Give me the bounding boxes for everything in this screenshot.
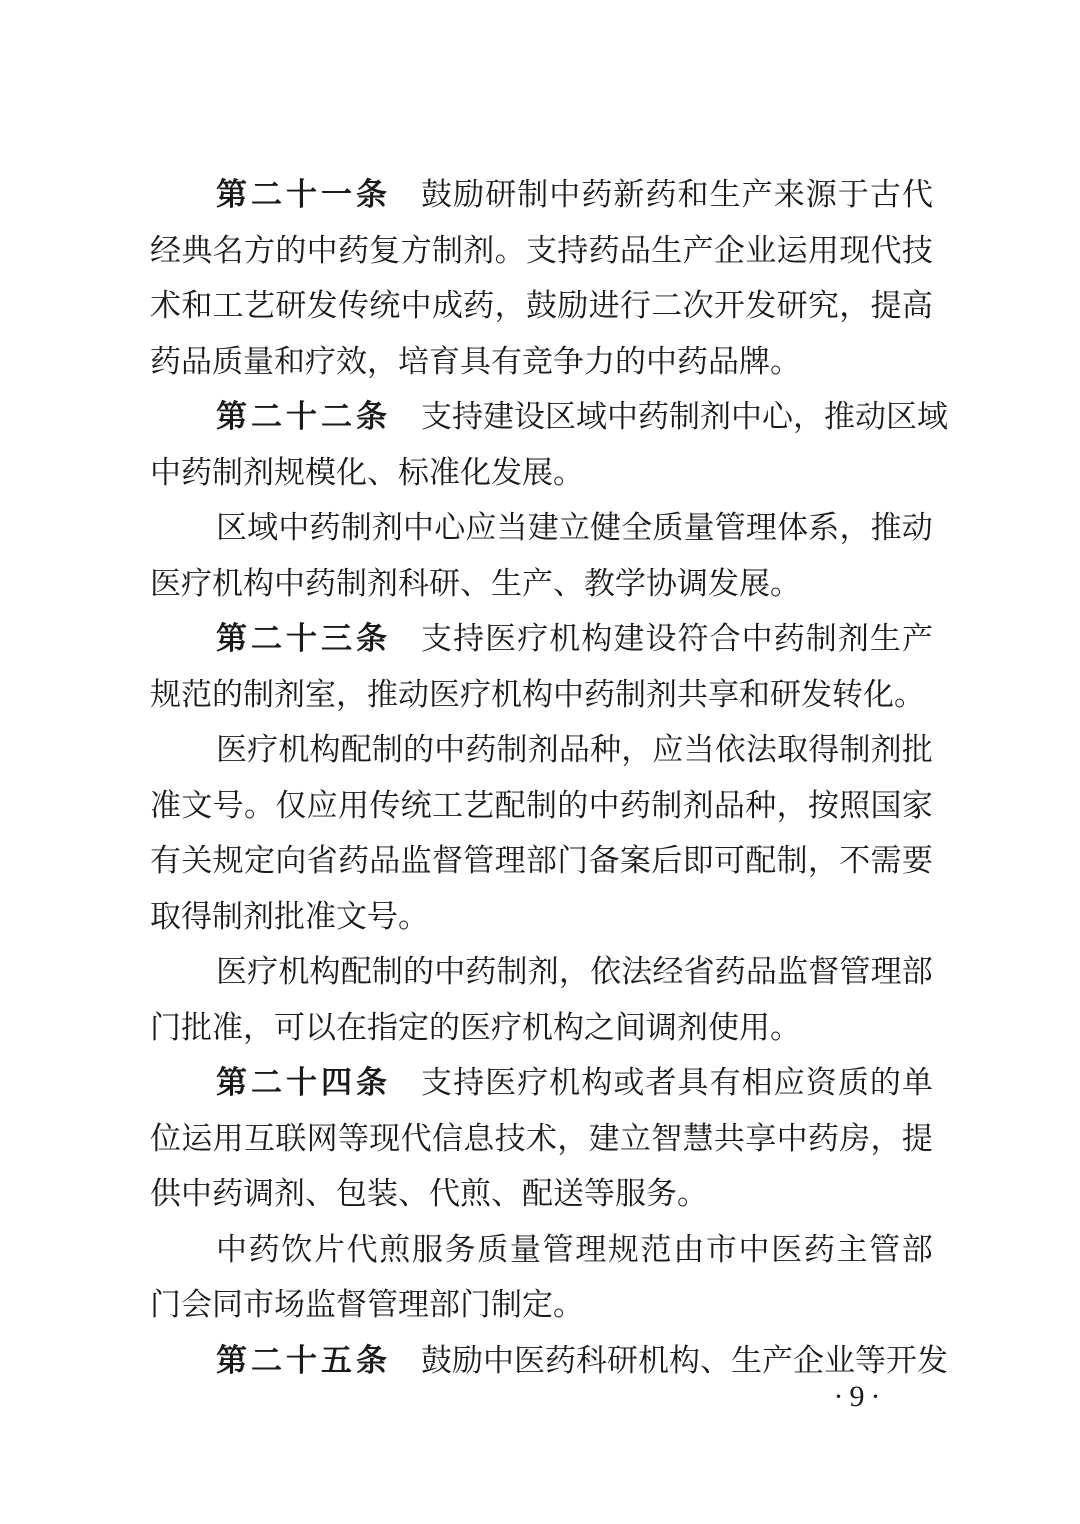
line-visible-text: 支 持 建 设 区 域 中 药 制 剂 中 心 ， 推 动 区 域 [421, 399, 948, 435]
text-line [150, 834, 933, 890]
text-line [150, 945, 933, 1001]
page-number: ·9· [833, 1380, 887, 1413]
text-line [150, 1223, 933, 1279]
text-line [150, 279, 933, 335]
text-line [150, 501, 933, 557]
article-title: 第二十三条 [216, 621, 391, 657]
text-line [150, 1167, 933, 1223]
line-visible-text: 鼓 励 中 医 药 科 研 机 构 、 生 产 企 业 等 开 发 [421, 1342, 948, 1379]
line-visible-text: 位 运 用 互 联 网 等 现 代 信 息 技 术 ， 建 立 智 慧 共 享 中 药 房 ， 提 [150, 1120, 933, 1157]
line-visible-text: 药 品 质 量 和 疗 效 ， 培 育 具 有 竞 争 力 的 中 药 品 牌 。 [150, 343, 801, 380]
line-visible-text: 支 持 医 疗 机 构 或 者 具 有 相 应 资 质 的 单 [421, 1065, 933, 1101]
line-visible-text: 取 得 制 剂 批 准 文 号 。 [150, 898, 429, 935]
text-line [150, 390, 948, 446]
text-line [150, 1334, 948, 1390]
line-visible-text: 区 域 中 药 制 剂 中 心 应 当 建 立 健 全 质 量 管 理 体 系 ， 推 动 [216, 510, 933, 546]
line-visible-text: 支 持 医 疗 机 构 建 设 符 合 中 药 制 剂 生 产 [421, 621, 933, 657]
article-title: 第二十四条 [216, 1065, 391, 1101]
text-line [150, 168, 933, 224]
line-visible-text: 经 典 名 方 的 中 药 复 方 制 剂 。 支 持 药 品 生 产 企 业 运 用 现 代 技 [150, 232, 933, 269]
line-visible-text: 门 批 准 ， 可 以 在 指 定 的 医 疗 机 构 之 间 调 剂 使 用 。 [150, 1009, 801, 1046]
text-line [150, 779, 933, 835]
text-line [150, 668, 933, 724]
text-line [150, 1112, 933, 1168]
line-visible-text: 医 疗 机 构 配 制 的 中 药 制 剂 ， 依 法 经 省 药 品 监 督 管 理 部 [216, 954, 933, 990]
line-visible-text: 中 药 饮 片 代 煎 服 务 质 量 管 理 规 范 由 市 中 医 药 主 管 部 [216, 1231, 933, 1268]
line-visible-text: 鼓 励 研 制 中 药 新 药 和 生 产 来 源 于 古 代 [421, 177, 933, 213]
line-visible-text: 中 药 制 剂 规 模 化 、 标 准 化 发 展 。 [150, 454, 584, 491]
line-visible-text: 术 和 工 艺 研 发 传 统 中 成 药 ， 鼓 励 进 行 二 次 开 发 研 究 ， 提 高 [150, 288, 933, 324]
line-visible-text: 准 文 号 。 仅 应 用 传 统 工 艺 配 制 的 中 药 制 剂 品 种 ， 按 照 国 家 [150, 787, 933, 824]
text-line [150, 723, 933, 779]
text-line [150, 335, 933, 391]
document-body [150, 168, 948, 1389]
text-line [150, 1278, 933, 1334]
line-visible-text: 医 疗 机 构 配 制 的 中 药 制 剂 品 种 ， 应 当 依 法 取 得 制 剂 批 [216, 732, 933, 768]
line-visible-text: 规 范 的 制 剂 室 ， 推 动 医 疗 机 构 中 药 制 剂 共 享 和 研 发 转 化 。 [150, 676, 925, 713]
text-line [150, 612, 933, 668]
text-line [150, 890, 933, 946]
article-title: 第二十一条 [216, 177, 391, 213]
article-title: 第二十二条 [216, 399, 391, 435]
text-line [150, 224, 933, 280]
article-title: 第二十五条 [216, 1342, 391, 1379]
text-line [150, 446, 933, 502]
text-line [150, 557, 933, 613]
line-visible-text: 有 关 规 定 向 省 药 品 监 督 管 理 部 门 备 案 后 即 可 配 制 ， 不 需 要 [150, 843, 933, 879]
line-visible-text: 门 会 同 市 场 监 督 管 理 部 门 制 定 。 [150, 1287, 584, 1323]
text-line [150, 1056, 933, 1112]
line-visible-text: 医 疗 机 构 中 药 制 剂 科 研 、 生 产 、 教 学 协 调 发 展 。 [150, 565, 801, 602]
text-line [150, 1001, 933, 1057]
line-visible-text: 供 中 药 调 剂 、 包 装 、 代 煎 、 配 送 等 服 务 。 [150, 1176, 708, 1212]
